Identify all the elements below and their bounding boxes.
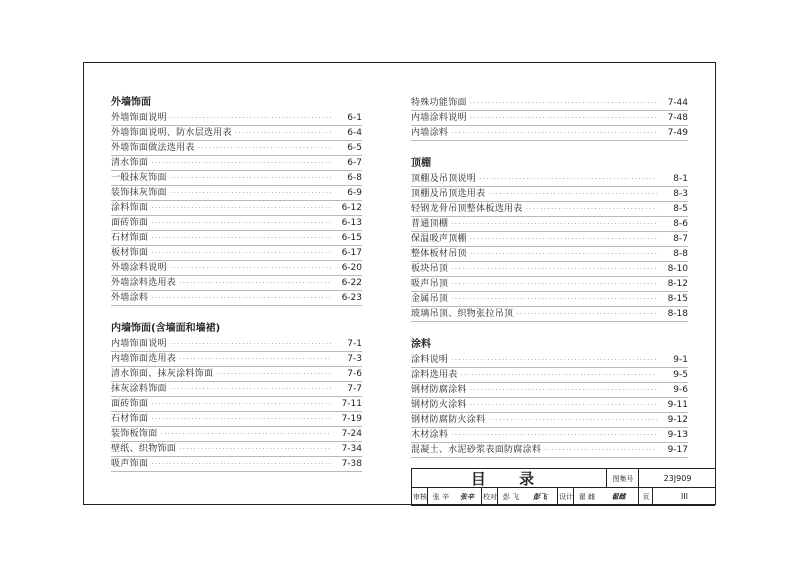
toc-entry[interactable] — [411, 172, 688, 187]
toc-entry-title: 装饰板饰面 — [111, 429, 158, 439]
toc-right-column — [411, 96, 688, 458]
toc-entry[interactable] — [111, 216, 362, 231]
toc-entry-page: 7-24 — [341, 429, 362, 439]
page-label: 页 — [642, 492, 650, 501]
toc-entry-page: 8-3 — [673, 189, 688, 199]
toc-entry-title: 涂料饰面 — [111, 203, 149, 213]
checker-signature: 彭飞 — [533, 491, 547, 501]
toc-entry-page: 6-4 — [347, 128, 362, 138]
toc-entry-page: 6-15 — [341, 233, 362, 243]
toc-entry[interactable] — [111, 171, 362, 186]
toc-entry-page: 9-6 — [673, 385, 688, 395]
leader-dots — [151, 202, 331, 215]
toc-entry[interactable] — [411, 413, 688, 428]
toc-entry-title: 内墙饰面选用表 — [111, 354, 177, 364]
toc-entry-title: 特殊功能饰面 — [411, 98, 467, 108]
toc-entry-title: 板材饰面 — [111, 248, 149, 258]
check-label-cell — [481, 488, 498, 505]
toc-entry-page: 9-12 — [667, 415, 688, 425]
leader-dots — [470, 384, 657, 397]
toc-entry-title: 涂料说明 — [411, 355, 449, 365]
toc-entry-page: 8-7 — [673, 234, 688, 244]
toc-entry[interactable] — [411, 443, 688, 458]
toc-entry-page: 6-17 — [341, 248, 362, 258]
toc-entry[interactable] — [111, 382, 362, 397]
page-number-cell — [652, 488, 716, 505]
page-number: III — [680, 492, 689, 501]
atlas-label-cell — [606, 469, 639, 488]
designer-signature: 翟雌 — [611, 491, 626, 501]
toc-entry[interactable] — [411, 428, 688, 443]
toc-entry-page: 6-5 — [347, 143, 362, 153]
toc-entry[interactable] — [411, 202, 688, 217]
toc-entry-title: 外墙涂料 — [111, 293, 149, 303]
toc-entry-page: 9-1 — [673, 355, 688, 365]
title-block — [411, 468, 715, 504]
toc-entry-title: 一般抹灰饰面 — [111, 173, 167, 183]
toc-entry[interactable] — [111, 276, 362, 291]
leader-dots — [470, 248, 657, 261]
toc-entry-title: 轻钢龙骨吊顶整体板选用表 — [411, 204, 523, 214]
leader-dots — [451, 127, 657, 140]
leader-dots — [151, 413, 331, 426]
leader-dots — [526, 203, 657, 216]
toc-entry-page: 6-12 — [341, 203, 362, 213]
toc-entry[interactable] — [111, 261, 362, 276]
toc-entry-title: 石材饰面 — [111, 233, 149, 243]
toc-entry-title: 保温吸声顶棚 — [411, 234, 467, 244]
toc-entry-page: 7-7 — [347, 384, 362, 394]
toc-entry-title: 内墙饰面说明 — [111, 339, 167, 349]
toc-entry[interactable] — [411, 353, 688, 368]
page-label-cell — [638, 488, 653, 505]
toc-entry-title: 面砖饰面 — [111, 399, 149, 409]
toc-entry[interactable] — [111, 367, 362, 382]
toc-entry-title: 清水饰面、抹灰涂料饰面 — [111, 369, 214, 379]
toc-entry-page: 6-20 — [341, 263, 362, 273]
leader-dots — [151, 217, 331, 230]
toc-entry[interactable] — [411, 292, 688, 307]
section-heading: 内墙饰面(含墙面和墙裙) — [111, 323, 221, 334]
leader-dots — [151, 157, 331, 170]
leader-dots — [488, 188, 657, 201]
leader-dots — [470, 97, 657, 110]
title-block-row-2 — [411, 487, 715, 506]
leader-dots — [179, 443, 331, 456]
toc-entry[interactable] — [411, 307, 688, 322]
checker-name: 彭 飞 — [502, 492, 520, 501]
toc-entry[interactable] — [411, 262, 688, 277]
leader-dots — [451, 354, 657, 367]
drawing-title: 目 录 — [470, 470, 549, 488]
section-heading: 涂料 — [411, 339, 431, 350]
toc-entry-title: 外墙涂料说明 — [111, 263, 167, 273]
toc-entry-page: 8-12 — [667, 279, 688, 289]
toc-entry-title: 内墙涂料 — [411, 128, 449, 138]
toc-entry-page: 6-22 — [341, 278, 362, 288]
toc-entry[interactable] — [111, 427, 362, 442]
toc-entry[interactable] — [411, 383, 688, 398]
leader-dots — [451, 263, 657, 276]
atlas-label: 图集号 — [612, 474, 634, 483]
toc-entry[interactable] — [411, 126, 688, 141]
toc-entry[interactable] — [111, 246, 362, 261]
toc-entry-page: 7-34 — [341, 444, 362, 454]
toc-entry-title: 整体板材吊顶 — [411, 249, 467, 259]
designer-cell — [573, 488, 600, 505]
toc-entry-page: 8-6 — [673, 219, 688, 229]
leader-dots — [179, 353, 331, 366]
toc-entry-page: 9-17 — [667, 445, 688, 455]
toc-entry[interactable] — [111, 126, 362, 141]
toc-entry-page: 7-6 — [347, 369, 362, 379]
leader-dots — [170, 187, 331, 200]
toc-entry-page: 7-44 — [667, 98, 688, 108]
toc-entry[interactable] — [111, 397, 362, 412]
toc-entry-page: 6-1 — [347, 113, 362, 123]
toc-entry-title: 顶棚及吊顶说明 — [411, 174, 477, 184]
leader-dots — [470, 233, 657, 246]
leader-dots — [451, 429, 657, 442]
toc-entry-title: 板块吊顶 — [411, 264, 449, 274]
leader-dots — [170, 338, 331, 351]
design-label: 设计 — [559, 492, 573, 501]
leader-dots — [161, 428, 331, 441]
toc-entry-page: 8-10 — [667, 264, 688, 274]
toc-entry-title: 石材饰面 — [111, 414, 149, 424]
toc-entry-page: 9-11 — [667, 400, 688, 410]
leader-dots — [451, 218, 657, 231]
toc-entry-page: 6-13 — [341, 218, 362, 228]
leader-dots — [488, 414, 657, 427]
toc-entry-page: 7-49 — [667, 128, 688, 138]
drawing-title-cell — [411, 469, 607, 488]
leader-dots — [235, 127, 331, 140]
section-heading: 外墙饰面 — [111, 97, 151, 108]
toc-entry[interactable] — [411, 368, 688, 383]
toc-entry-page: 7-1 — [347, 339, 362, 349]
reviewer-name: 张 辛 — [432, 492, 450, 501]
toc-entry[interactable] — [411, 111, 688, 126]
review-label-cell — [411, 488, 428, 505]
leader-dots — [170, 262, 331, 275]
toc-entry[interactable] — [111, 111, 362, 126]
review-label: 审核 — [413, 492, 427, 501]
leader-dots — [170, 112, 331, 125]
toc-entry-title: 钢材防腐涂料 — [411, 385, 467, 395]
toc-entry-title: 壁纸、织物饰面 — [111, 444, 177, 454]
toc-entry-title: 钢材防腐防火涂料 — [411, 415, 486, 425]
leader-dots — [151, 292, 331, 305]
toc-entry-page: 6-8 — [347, 173, 362, 183]
toc-entry-title: 外墙涂料选用表 — [111, 278, 177, 288]
toc-entry-title: 顶棚及吊顶选用表 — [411, 189, 486, 199]
toc-entry[interactable] — [111, 457, 362, 472]
toc-entry-title: 混凝土、水泥砂浆表面防腐涂料 — [411, 445, 542, 455]
toc-entry[interactable] — [111, 412, 362, 427]
atlas-number-cell — [638, 469, 716, 488]
leader-dots — [151, 232, 331, 245]
leader-dots — [170, 172, 331, 185]
toc-entry-page: 9-5 — [673, 370, 688, 380]
toc-entry-title: 外墙饰面说明 — [111, 113, 167, 123]
leader-dots — [479, 173, 657, 186]
toc-entry[interactable] — [111, 186, 362, 201]
toc-entry-title: 面砖饰面 — [111, 218, 149, 228]
toc-entry-title: 外墙饰面做法选用表 — [111, 143, 195, 153]
toc-entry[interactable] — [111, 291, 362, 306]
check-label: 校对 — [483, 492, 497, 501]
toc-entry-page: 8-1 — [673, 174, 688, 184]
toc-entry-page: 6-23 — [341, 293, 362, 303]
toc-entry-page: 7-3 — [347, 354, 362, 364]
leader-dots — [470, 112, 657, 125]
leader-dots — [198, 142, 331, 155]
toc-entry-title: 抹灰涂料饰面 — [111, 384, 167, 394]
atlas-number: 23J909 — [663, 474, 692, 483]
toc-entry[interactable] — [411, 96, 688, 111]
toc-entry-title: 钢材防火涂料 — [411, 400, 467, 410]
toc-entry-title: 木材涂料 — [411, 430, 449, 440]
title-block-row-1 — [411, 468, 715, 488]
section-gap — [411, 322, 688, 338]
leader-dots — [151, 398, 331, 411]
leader-dots — [470, 399, 657, 412]
toc-entry-page: 6-9 — [347, 188, 362, 198]
toc-entry[interactable] — [111, 201, 362, 216]
toc-entry[interactable] — [411, 217, 688, 232]
toc-entry-title: 内墙涂料说明 — [411, 113, 467, 123]
leader-dots — [170, 383, 331, 396]
toc-entry[interactable] — [411, 398, 688, 413]
leader-dots — [451, 278, 657, 291]
toc-entry[interactable] — [411, 247, 688, 262]
toc-entry-page: 9-13 — [667, 430, 688, 440]
toc-entry-title: 普通顶棚 — [411, 219, 449, 229]
toc-entry[interactable] — [411, 187, 688, 202]
toc-entry[interactable] — [111, 352, 362, 367]
toc-entry[interactable] — [411, 232, 688, 247]
toc-entry-page: 8-15 — [667, 294, 688, 304]
toc-entry-title: 吸声饰面 — [111, 459, 149, 469]
leader-dots — [151, 458, 331, 471]
leader-dots — [179, 277, 331, 290]
leader-dots — [461, 369, 657, 382]
design-label-cell — [557, 488, 574, 505]
designer-signature-cell — [599, 488, 638, 505]
toc-entry[interactable] — [111, 156, 362, 171]
toc-entry[interactable] — [111, 231, 362, 246]
toc-entry-page: 7-38 — [341, 459, 362, 469]
leader-dots — [216, 368, 331, 381]
toc-entry[interactable] — [111, 442, 362, 457]
toc-entry-title: 金属吊顶 — [411, 294, 449, 304]
toc-entry-title: 装饰抹灰饰面 — [111, 188, 167, 198]
leader-dots — [451, 293, 657, 306]
toc-left-column — [111, 96, 362, 472]
leader-dots — [516, 308, 657, 321]
toc-entry-title: 玻璃吊顶、织物张拉吊顶 — [411, 309, 514, 319]
toc-entry-page: 8-18 — [667, 309, 688, 319]
toc-entry-page: 6-7 — [347, 158, 362, 168]
section-gap — [111, 306, 362, 322]
toc-entry-title: 涂料选用表 — [411, 370, 458, 380]
toc-entry-title: 外墙饰面说明、防水层选用表 — [111, 128, 232, 138]
toc-entry-page: 7-19 — [341, 414, 362, 424]
checker-signature-cell — [523, 488, 557, 505]
toc-entry[interactable] — [411, 277, 688, 292]
reviewer-signature: 张辛 — [460, 491, 474, 501]
leader-dots — [544, 444, 657, 457]
toc-entry-title: 吸声吊顶 — [411, 279, 449, 289]
checker-cell — [497, 488, 524, 505]
section-gap — [411, 141, 688, 157]
toc-entry-title: 清水饰面 — [111, 158, 149, 168]
toc-entry[interactable] — [111, 337, 362, 352]
reviewer-signature-cell — [453, 488, 481, 505]
toc-entry-page: 7-48 — [667, 113, 688, 123]
leader-dots — [151, 247, 331, 260]
toc-entry[interactable] — [111, 141, 362, 156]
reviewer-cell — [427, 488, 454, 505]
toc-entry-page: 7-11 — [341, 399, 362, 409]
toc-entry-page: 8-8 — [673, 249, 688, 259]
toc-entry-page: 8-5 — [673, 204, 688, 214]
section-heading: 顶棚 — [411, 158, 431, 169]
designer-name: 翟 雌 — [578, 492, 596, 501]
